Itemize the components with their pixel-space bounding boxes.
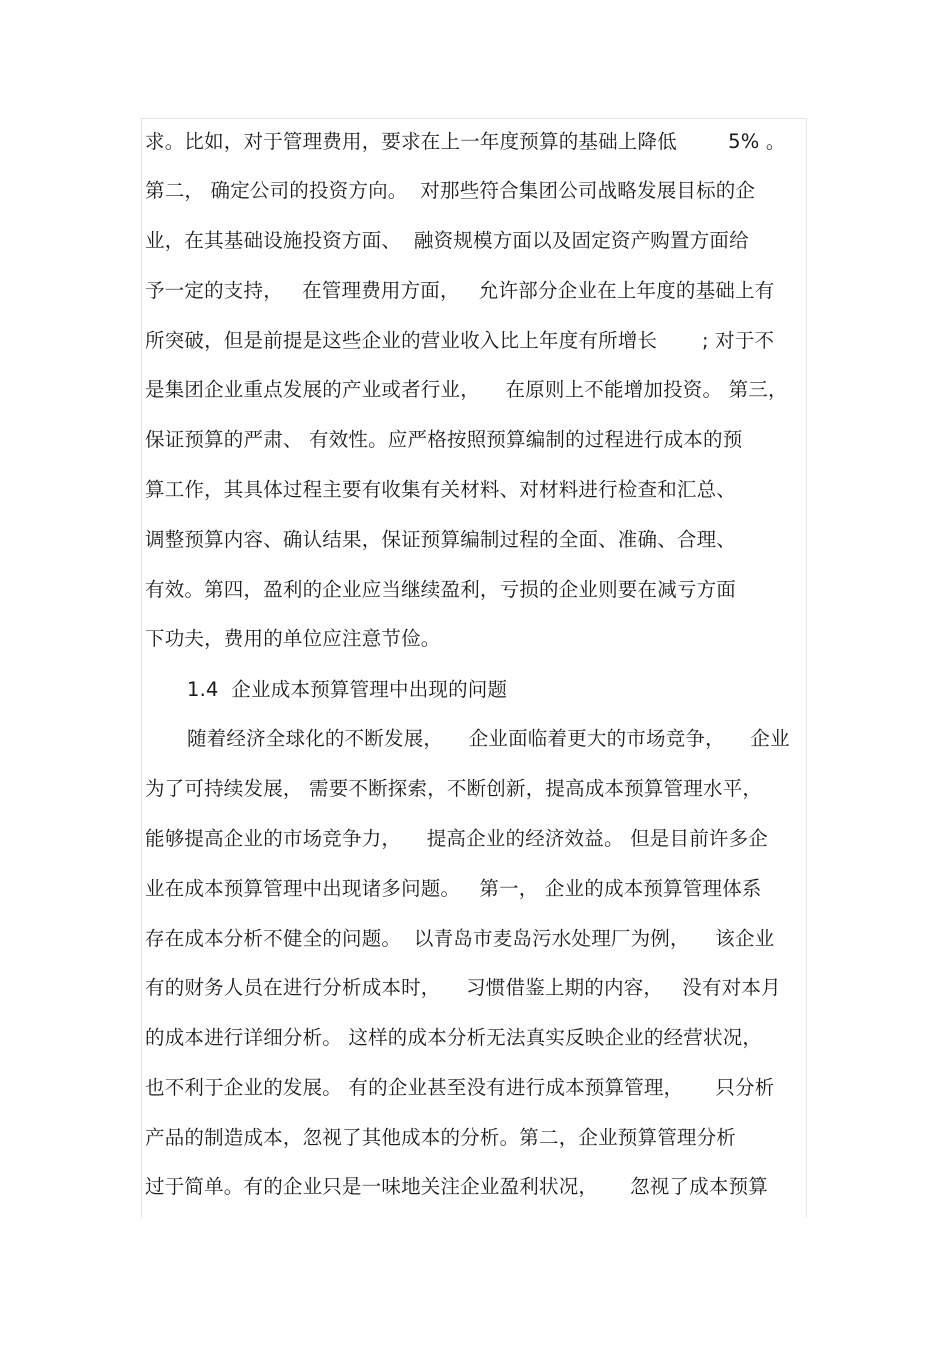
text-line: 所突破，但是前提是这些企业的营业收入比上年度有所增长 ; 对于不 (145, 329, 775, 352)
text-line: 保证预算的严肃、 有效性。应严格按照预算编制的过程进行成本的预 (145, 428, 743, 451)
text-line: 业，在其基础设施投资方面、 融资规模方面以及固定资产购置方面给 (145, 229, 749, 252)
text-line: 也不利于企业的发展。 有的企业甚至没有进行成本预算管理， 只分析 (145, 1076, 775, 1099)
text-line: 调整预算内容、确认结果，保证预算编制过程的全面、准确、合理、 (145, 528, 737, 551)
text-line: 随着经济全球化的不断发展， 企业面临着更大的市场竞争， 企业 (187, 727, 790, 750)
text-line: 过于简单。有的企业只是一味地关注企业盈利状况， 忽视了成本预算 (145, 1175, 768, 1198)
text-line: 算工作，其具体过程主要有收集有关材料、对材料进行检查和汇总、 (145, 478, 737, 501)
text-line: 为了可持续发展， 需要不断探索，不断创新，提高成本预算管理水平， (145, 777, 763, 800)
text-line: 产品的制造成本，忽视了其他成本的分析。第二，企业预算管理分析 (145, 1126, 737, 1149)
text-line: 存在成本分析不健全的问题。 以青岛市麦岛污水处理厂为例， 该企业 (145, 927, 775, 950)
text-line: 求。比如，对于管理费用，要求在上一年度预算的基础上降低 5% 。 (145, 130, 786, 153)
text-line: 是集团企业重点发展的产业或者行业， 在原则上不能增加投资。 第三， (145, 378, 788, 401)
text-line: 有的财务人员在进行分析成本时， 习惯借鉴上期的内容， 没有对本月 (145, 976, 781, 999)
text-line: 有效。第四，盈利的企业应当继续盈利，亏损的企业则要在减亏方面 (145, 578, 737, 601)
section-heading: 1.4 企业成本预算管理中出现的问题 (187, 678, 508, 701)
text-line: 下功夫，费用的单位应注意节俭。 (145, 627, 441, 650)
text-line: 业在成本预算管理中出现诸多问题。 第一， 企业的成本预算管理体系 (145, 877, 762, 900)
text-line: 能够提高企业的市场竞争力， 提高企业的经济效益。 但是目前许多企 (145, 827, 768, 850)
text-line: 的成本进行详细分析。 这样的成本分析无法真实反映企业的经营状况， (145, 1026, 763, 1049)
text-line: 第二， 确定公司的投资方向。 对那些符合集团公司战略发展目标的企 (145, 179, 756, 202)
text-line: 予一定的支持， 在管理费用方面， 允许部分企业在上年度的基础上有 (145, 279, 775, 302)
